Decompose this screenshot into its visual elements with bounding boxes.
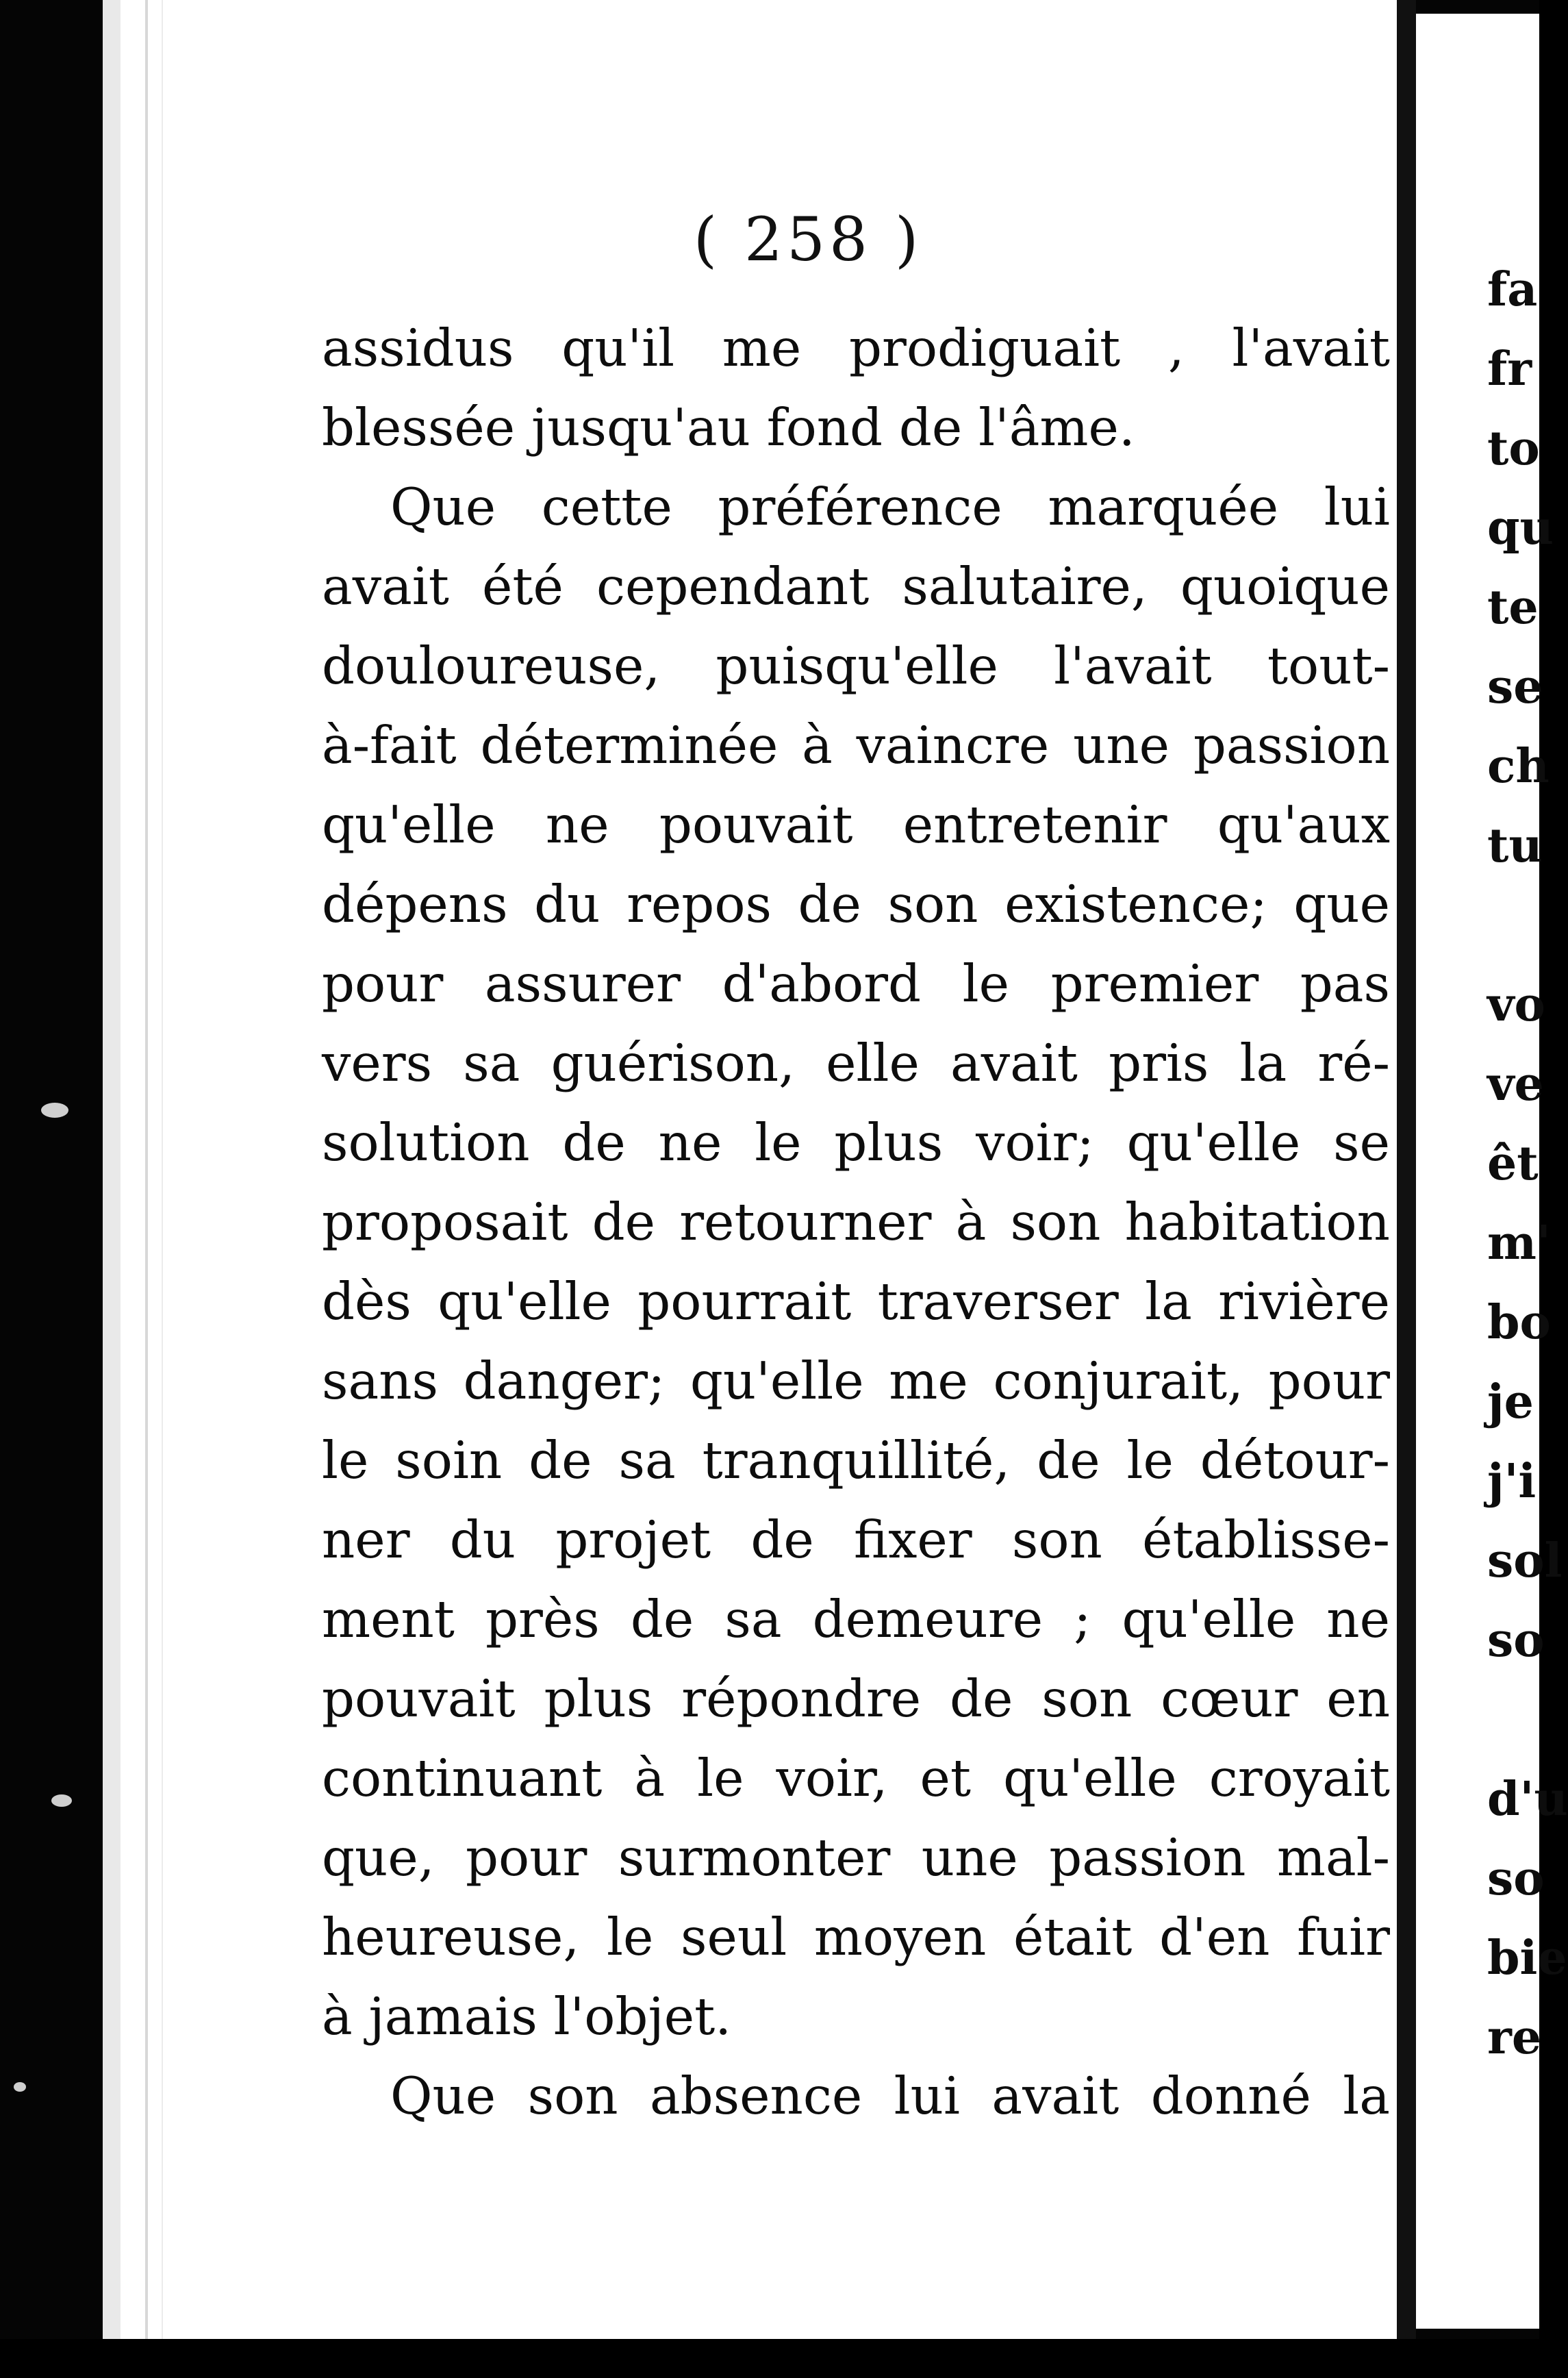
text-line: solution de ne le plus voir; qu'elle se [322, 1112, 1390, 1173]
speck [14, 2082, 26, 2092]
text-line: pouvait plus répondre de son cœur en [322, 1668, 1390, 1729]
right-page-text [1487, 250, 1568, 2077]
right-text-fragment: bie [1487, 1931, 1567, 1986]
text-line: à-fait déterminée à vaincre une passion [322, 715, 1390, 775]
text-line: proposait de retourner à son habitation [322, 1192, 1390, 1252]
text-line: que, pour surmonter une passion mal- [322, 1827, 1390, 1888]
text-line: ner du projet de fixer son établisse- [322, 1510, 1390, 1570]
right-paragraph-gap [1487, 1680, 1568, 1760]
right-text-fragment: m' [1487, 1216, 1551, 1271]
speck [41, 1103, 68, 1118]
right-text-fragment: fr [1487, 342, 1532, 397]
text-line: ment près de sa demeure ; qu'elle ne [322, 1589, 1390, 1649]
text-line: Que son absence lui avait donné la [390, 2066, 1390, 2126]
right-text-fragment: vo [1487, 977, 1545, 1032]
body-text [322, 308, 1390, 2136]
text-line: douloureuse, puisqu'elle l'avait tout- [322, 636, 1390, 696]
text-line: continuant à le voir, et qu'elle croyait [322, 1748, 1390, 1808]
speck [51, 1794, 72, 1807]
text-line: sans danger; qu'elle me conjurait, pour [322, 1351, 1390, 1411]
text-line: à jamais l'objet. [322, 1986, 732, 2047]
right-text-fragment: re [1487, 2010, 1542, 2065]
right-text-fragment: ve [1487, 1057, 1544, 1112]
right-text-fragment: sol [1487, 1534, 1563, 1588]
text-line: le soin de sa tranquillité, de le détour- [322, 1430, 1390, 1490]
page-number: ( 258 ) [693, 204, 923, 275]
right-text-fragment: te [1487, 580, 1539, 635]
bottom-scan-edge [0, 2339, 1539, 2378]
right-text-fragment: êt [1487, 1136, 1539, 1191]
right-text-fragment: qu [1487, 501, 1554, 555]
right-text-fragment: so [1487, 1613, 1545, 1668]
right-paragraph-gap [1487, 886, 1568, 965]
right-text-fragment: to [1487, 421, 1540, 476]
text-line: dépens du repos de son existence; que [322, 874, 1390, 934]
right-text-fragment: d'u [1487, 1772, 1568, 1827]
text-line: pour assurer d'abord le premier pas [322, 953, 1390, 1014]
text-line: assidus qu'il me prodiguait , l'avait [322, 318, 1390, 378]
right-text-fragment: fa [1487, 262, 1538, 317]
text-line: Que cette préférence marquée lui [390, 477, 1390, 537]
right-text-fragment: se [1487, 660, 1543, 714]
text-line: dès qu'elle pourrait traverser la rivière [322, 1271, 1390, 1331]
right-text-fragment: je [1487, 1375, 1534, 1429]
margin-specks [0, 0, 103, 2339]
text-line: vers sa guérison, elle avait pris la ré- [322, 1033, 1390, 1093]
book-gutter [1397, 0, 1416, 2339]
text-line: qu'elle ne pouvait entretenir qu'aux [322, 794, 1390, 855]
right-text-fragment: so [1487, 1851, 1545, 1906]
text-line: avait été cependant salutaire, quoique [322, 556, 1390, 616]
text-line: blessée jusqu'au fond de l'âme. [322, 397, 1135, 458]
right-text-fragment: tu [1487, 818, 1543, 873]
right-text-fragment: j'i [1487, 1454, 1537, 1509]
right-text-fragment: bo [1487, 1295, 1551, 1350]
text-line: heureuse, le seul moyen était d'en fuir [322, 1907, 1390, 1967]
right-text-fragment: ch [1487, 739, 1550, 794]
